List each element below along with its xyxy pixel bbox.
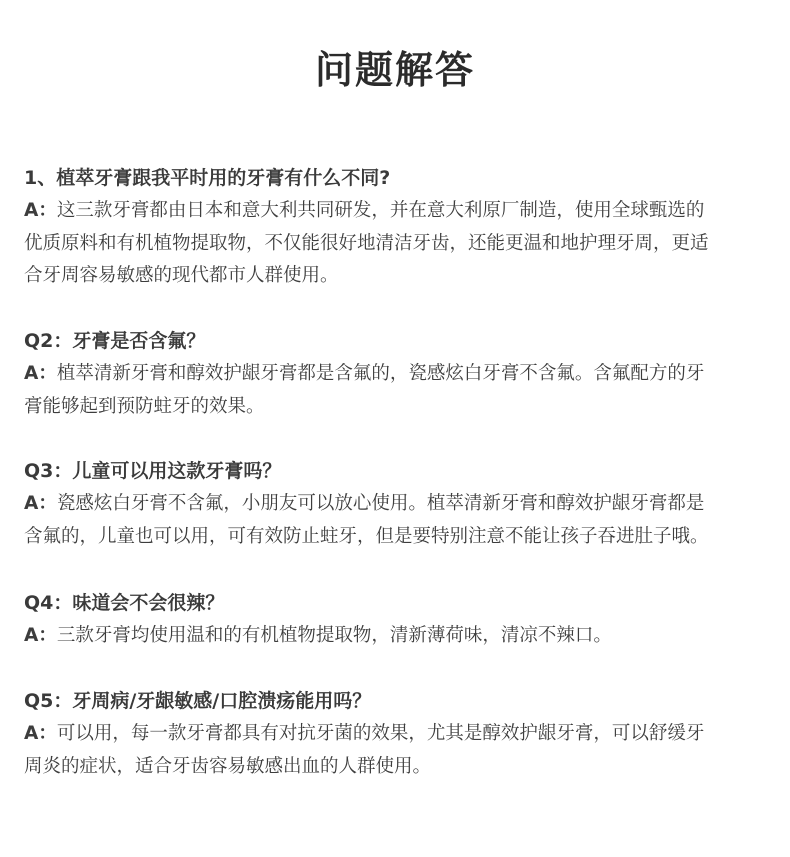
- faq-answer: [24, 358, 770, 423]
- faq-question: 1、植萃牙膏跟我平时用的牙膏有什么不同?: [24, 167, 391, 189]
- faq-answer-line: [24, 620, 770, 653]
- faq-answer-text: 可以用，每一款牙膏都具有对抗牙菌的效果，尤其是醇效护龈牙膏，可以舒缓牙: [56, 723, 705, 744]
- faq-answer-text: 三款牙膏均使用温和的有机植物提取物，清新薄荷味，清凉不辣口。: [56, 625, 612, 646]
- faq-answer: [24, 195, 770, 293]
- faq-question: Q4：味道会不会很辣？: [24, 592, 225, 614]
- faq-answer-prefix: A：: [24, 625, 57, 646]
- faq-answer-prefix: A：: [24, 363, 57, 384]
- faq-answer-line: [24, 195, 770, 228]
- faq-answer-prefix: A：: [24, 493, 57, 514]
- faq-answer-line: 周炎的症状，适合牙齿容易敏感出血的人群使用。: [24, 755, 432, 777]
- faq-question: Q2：牙膏是否含氟？: [24, 330, 206, 352]
- faq-answer-text: 这三款牙膏都由日本和意大利共同研发，并在意大利原厂制造，使用全球甄选的: [56, 200, 705, 221]
- faq-answer-prefix: A：: [24, 200, 57, 221]
- faq-answer-line: [24, 358, 770, 391]
- faq-answer-line: 优质原料和有机植物提取物，不仅能很好地清洁牙齿，还能更温和地护理牙周，更适: [24, 232, 709, 254]
- faq-answer-line: [24, 718, 770, 751]
- faq-answer: [24, 488, 770, 553]
- faq-item-4: [24, 587, 770, 653]
- faq-answer-line: [24, 488, 770, 521]
- faq-item-3: [24, 455, 770, 553]
- faq-question: Q3：儿童可以用这款牙膏吗？: [24, 460, 282, 482]
- faq-answer-prefix: A：: [24, 723, 57, 744]
- faq-question: Q5：牙周病/牙龈敏感/口腔溃疡能用吗？: [24, 690, 372, 712]
- faq-answer: [24, 620, 770, 653]
- faq-answer-text: 植萃清新牙膏和醇效护龈牙膏都是含氟的，瓷感炫白牙膏不含氟。含氟配方的牙: [56, 363, 705, 384]
- faq-answer-line: 含氟的，儿童也可以用，可有效防止蛀牙，但是要特别注意不能让孩子吞进肚子哦。: [24, 525, 709, 547]
- faq-answer: [24, 718, 770, 783]
- faq-item-1: [24, 162, 770, 293]
- page-title: 问题解答: [314, 48, 475, 92]
- faq-item-5: [24, 685, 770, 783]
- faq-answer-text: 瓷感炫白牙膏不含氟，小朋友可以放心使用。植萃清新牙膏和醇效护龈牙膏都是: [56, 493, 705, 514]
- faq-item-2: [24, 325, 770, 423]
- faq-answer-line: 合牙周容易敏感的现代都市人群使用。: [24, 265, 339, 286]
- faq-answer-line: 膏能够起到预防蛀牙的效果。: [24, 395, 265, 417]
